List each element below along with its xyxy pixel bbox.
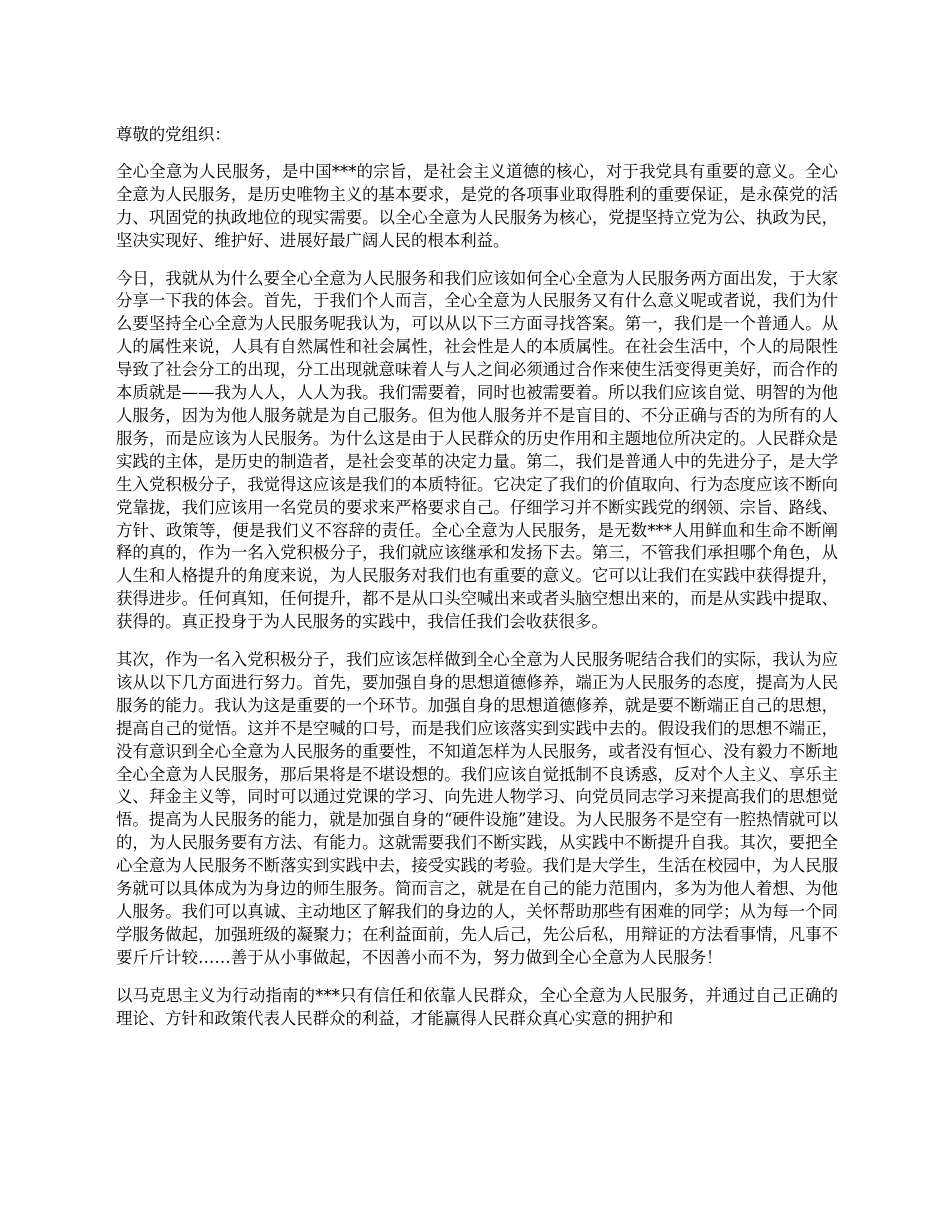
paragraph-4: 以马克思主义为行动指南的***只有信任和依靠人民群众，全心全意为人民服务，并通过自己正确的理论、方针和政策代表人民群众的利益，才能赢得人民群众真心实意的拥护和 [116, 985, 838, 1028]
paragraph-3: 其次，作为一名入党积极分子，我们应该怎样做到全心全意为人民服务呢结合我们的实际，我认为应该从以下几方面进行努力。首先，要加强自身的思想道德修养，端正为人民服务的态度，提高为人民服务的能力。我认为这是重要的一个环节。加强自身的思想道德修养，就是要不断端正自己的思想，提高自己的觉悟。这并不是空喊的口号，而是我们应该落实到实践中去的。假设我们的思想不端正，没有意识到全心全意为人民服务的重要性，不知道怎样为人民服务，或者没有恒心、没有毅力不断地全心全意为人民服务，那后果将是不堪设想的。我们应该自觉抵制不良诱惑，反对个人主义、享乐主义、拜金主义等，同时可以通过党课的学习、向先进人物学习、向党员同志学习来提高我们的思想觉悟。提高为人民服务的能力，就是加强自身的“硬件设施”建设。为人民服务不是空有一腔热情就可以的，为人民服务要有方法、有能力。这就需要我们不断实践，从实践中不断提升自我。其次，要把全心全意为人民服务不断落实到实践中去，接受实践的考验。我们是大学生，生活在校园中，为人民服务就可以具体成为为身边的师生服务。简而言之，就是在自己的能力范围内，多为为他人着想、为他人服务。我们可以真诚、主动地区了解我们的身边的人，关怀帮助那些有困难的同学；从为每一个同学服务做起，加强班级的凝聚力；在利益面前，先人后己，先公后私，用辩证的方法看事情，凡事不要斤斤计较……善于从小事做起，不因善小而不为，努力做到全心全意为人民服务！ [116, 650, 838, 967]
paragraph-1: 全心全意为人民服务，是中国***的宗旨，是社会主义道德的核心，对于我党具有重要的意义。全心全意为人民服务，是历史唯物主义的基本要求，是党的各项事业取得胜利的重要保证，是永葆党的活力、巩固党的执政地位的现实需要。以全心全意为人民服务为核心，党提坚持立党为公、执政为民，坚决实现好、维护好、进展好最广阔人民的根本利益。 [116, 161, 838, 250]
document-body [116, 124, 838, 1046]
paragraph-2: 今日，我就从为什么要全心全意为人民服务和我们应该如何全心全意为人民服务两方面出发，于大家分享一下我的体会。首先，于我们个人而言，全心全意为人民服务又有什么意义呢或者说，我们为什么要坚持全心全意为人民服务呢我认为，可以从以下三方面寻找答案。第一，我们是一个普通人。从人的属性来说，人具有自然属性和社会属性，社会性是人的本质属性。在社会生活中，个人的局限性导致了社会分工的出现，分工出现就意味着人与人之间必须通过合作来使生活变得更美好，而合作的本质就是——我为人人，人人为我。我们需要着，同时也被需要着。所以我们应该自觉、明智的为他人服务，因为为他人服务就是为自己服务。但为他人服务并不是盲目的、不分正确与否的为所有的人服务，而是应该为人民服务。为什么这是由于人民群众的历史作用和主题地位所决定的。人民群众是实践的主体，是历史的制造者，是社会变革的决定力量。第二，我们是普通人中的先进分子，是大学生入党积极分子，我觉得这应该是我们的本质特征。它决定了我们的价值取向、行为态度应该不断向党靠拢，我们应该用一名党员的要求来严格要求自己。仔细学习并不断实践党的纲领、宗旨、路线、方针、政策等，便是我们义不容辞的责任。全心全意为人民服务，是无数***人用鲜血和生命不断阐释的真的，作为一名入党积极分子，我们就应该继承和发扬下去。第三，不管我们承担哪个角色，从人生和人格提升的角度来说，为人民服务对我们也有重要的意义。它可以让我们在实践中获得提升，获得进步。任何真知，任何提升，都不是从口头空喊出来或者头脑空想出来的，而是从实践中提取、获得的。真正投身于为人民服务的实践中，我信任我们会收获很多。 [116, 268, 838, 632]
salutation: 尊敬的党组织： [116, 125, 231, 144]
